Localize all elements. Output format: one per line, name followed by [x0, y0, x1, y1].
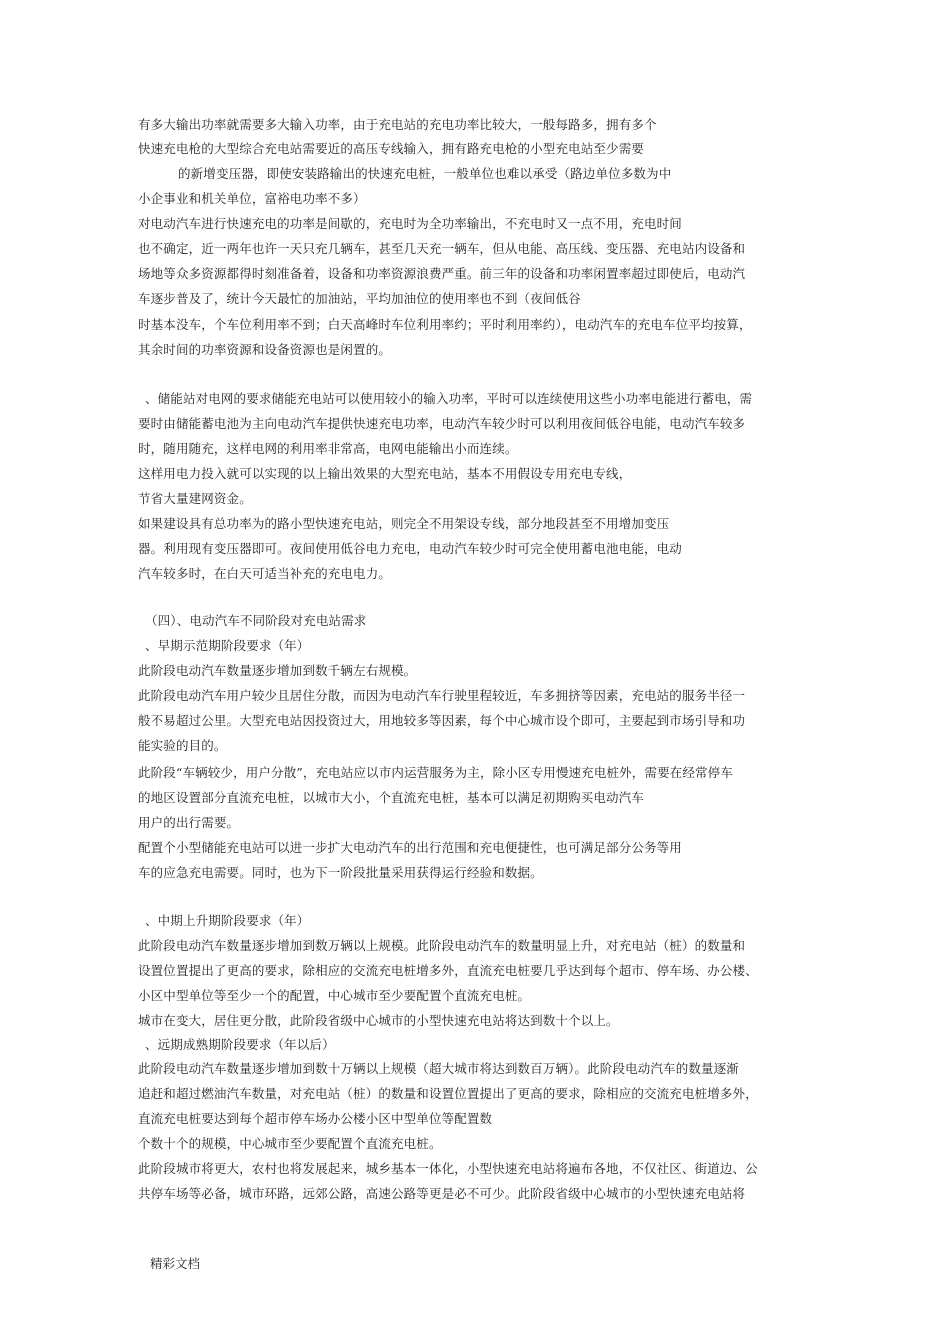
paragraph-line: 车的应急充电需要。同时，也为下一阶段批量采用获得运行经验和数据。: [138, 865, 543, 880]
paragraph-line: 般不易超过公里。大型充电站因投资过大，用地较多等因素，每个中心城市设个即可，主要起到市场引导和功: [138, 713, 746, 728]
paragraph-line: 场地等众多资源都得时刻准备着，设备和功率资源浪费严重。前三年的设备和功率闲置率超过即使后，电动汽: [138, 266, 746, 281]
paragraph-line: 汽车较多时，在白天可适当补充的充电电力。: [138, 566, 392, 581]
paragraph-line: 车逐步普及了，统计今天最忙的加油站，平均加油位的使用率也不到（夜间低谷: [138, 291, 581, 306]
paragraph-line: 小区中型单位等至少一个的配置，中心城市至少要配置个直流充电桩。: [138, 988, 531, 1003]
paragraph-line: 个数十个的规模，中心城市至少要配置个直流充电桩。: [138, 1136, 442, 1151]
paragraph-line: 共停车场等必备，城市环路，远郊公路，高速公路等更是必不可少。此阶段省级中心城市的小型快速充电站将: [138, 1186, 746, 1201]
paragraph-line: 的新增变压器，即使安装路输出的快速充电桩，一般单位也难以承受（路边单位多数为中: [178, 166, 672, 181]
paragraph-line: 要时由储能蓄电池为主向电动汽车提供快速充电功率，电动汽车较少时可以利用夜间低谷电能，电动汽车较多: [138, 416, 746, 431]
paragraph-line: 此阶段“车辆较少，用户分散”，充电站应以市内运营服务为主，除小区专用慢速充电桩外，需要在经常停车: [138, 765, 733, 780]
paragraph-line: 对电动汽车进行快速充电的功率是间歇的，充电时为全功率输出，不充电时又一点不用，充电时间: [138, 216, 682, 231]
paragraph-line: 城市在变大，居住更分散，此阶段省级中心城市的小型快速充电站将达到数十个以上。: [138, 1013, 619, 1028]
paragraph-line: 直流充电桩要达到每个超市停车场办公楼小区中型单位等配置数: [138, 1111, 493, 1126]
paragraph-line: 节省大量建网资金。: [138, 491, 252, 506]
paragraph-line: 此阶段电动汽车数量逐步增加到数千辆左右规模。: [138, 663, 417, 678]
paragraph-line: 快速充电枪的大型综合充电站需要近的高压专线输入，拥有路充电枪的小型充电站至少需要: [138, 141, 645, 156]
paragraph-line: 时基本没车，个车位利用率不到；白天高峰时车位利用率约；平时利用率约），电动汽车的充电车位平均按算，: [138, 317, 752, 332]
paragraph-line: 此阶段电动汽车用户较少且居住分散，而因为电动汽车行驶里程较近，车多拥挤等因素，充电站的服务半径一: [138, 688, 746, 703]
paragraph-line: 也不确定，近一两年也许一天只充几辆车，甚至几天充一辆车，但从电能、高压线、变压器、充电站内设备和: [138, 241, 746, 256]
paragraph-line: 如果建设具有总功率为的路小型快速充电站，则完全不用架设专线，部分地段甚至不用增加变压: [138, 516, 670, 531]
paragraph-line: 其余时间的功率资源和设备资源也是闲置的。: [138, 342, 392, 357]
paragraph-line: 小企事业和机关单位，富裕电功率不多）: [138, 191, 366, 206]
paragraph-line: 时，随用随充，这样电网的利用率非常高，电网电能输出小而连续。: [138, 441, 518, 456]
subsection-heading: 、远期成熟期阶段要求（年以后）: [145, 1037, 335, 1052]
paragraph-line: 用户的出行需要。: [138, 815, 240, 830]
paragraph-line: 配置个小型储能充电站可以进一步扩大电动汽车的出行范围和充电便捷性，也可满足部分公务等用: [138, 840, 682, 855]
paragraph-line: 这样用电力投入就可以实现的以上输出效果的大型充电站，基本不用假设专用充电专线，: [138, 466, 632, 481]
paragraph-line: 追赶和超过燃油汽车数量，对充电站（桩）的数量和设置位置提出了更高的要求，除相应的交流充电桩增多外，: [138, 1086, 758, 1101]
paragraph-line: 此阶段城市将更大，农村也将发展起来，城乡基本一体化，小型快速充电站将遍布各地，不仅社区、街道边、公: [138, 1161, 758, 1176]
paragraph-line: 能实验的目的。: [138, 738, 227, 753]
page-footer: 精彩文档: [150, 1256, 201, 1271]
paragraph-line: 此阶段电动汽车数量逐步增加到数十万辆以上规模（超大城市将达到数百万辆）。此阶段电动汽车的数量逐渐: [138, 1061, 739, 1076]
paragraph-line: 器。利用现有变压器即可。夜间使用低谷电力充电，电动汽车较少时可完全使用蓄电池电能，电动: [138, 541, 682, 556]
subsection-heading: 、中期上升期阶段要求（年）: [145, 913, 310, 928]
paragraph-line: 此阶段电动汽车数量逐步增加到数万辆以上规模。此阶段电动汽车的数量明显上升，对充电站（桩）的数量和: [138, 938, 746, 953]
paragraph-line: 设置位置提出了更高的要求，除相应的交流充电桩增多外，直流充电桩要几乎达到每个超市、停车场、办公楼、: [138, 963, 758, 978]
subsection-heading: 、早期示范期阶段要求（年）: [145, 638, 310, 653]
section-heading: （四）、电动汽车不同阶段对充电站需求: [145, 613, 367, 628]
section-heading: 、储能站对电网的要求储能充电站可以使用较小的输入功率，平时可以连续使用这些小功率电能进行蓄电，需: [145, 391, 753, 406]
paragraph-line: 的地区设置部分直流充电桩，以城市大小，个直流充电桩，基本可以满足初期购买电动汽车: [138, 790, 645, 805]
paragraph-line: 有多大输出功率就需要多大输入功率，由于充电站的充电功率比较大，一般每路多，拥有多个: [138, 117, 657, 132]
